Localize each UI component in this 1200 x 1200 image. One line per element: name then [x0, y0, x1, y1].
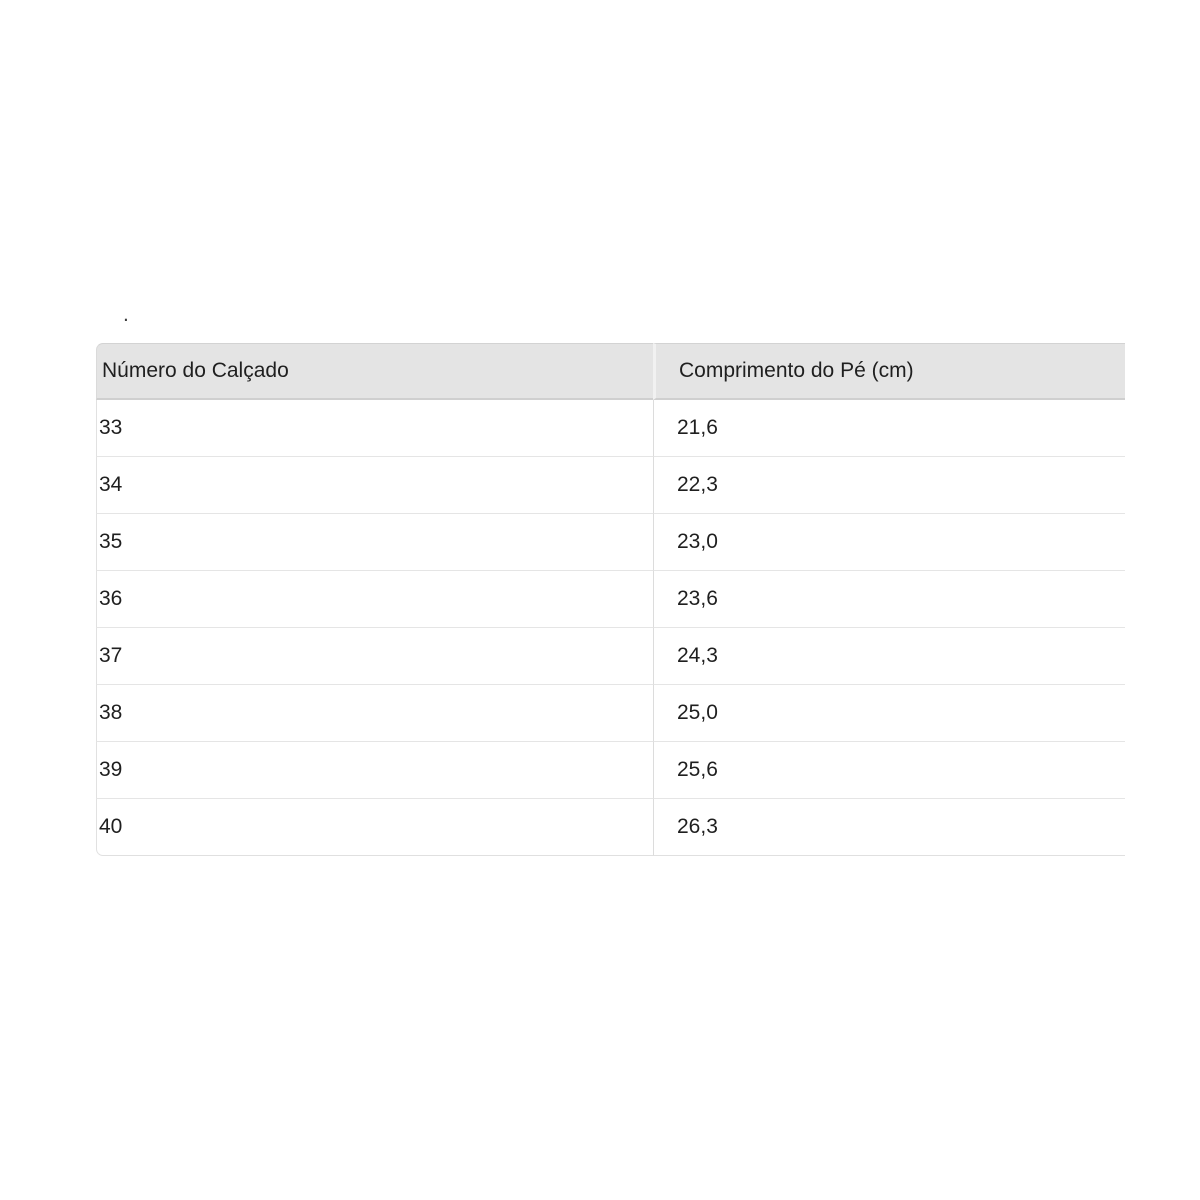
table-body	[96, 400, 1125, 856]
cell-shoe-size: 39	[96, 742, 653, 799]
cell-shoe-size: 35	[96, 514, 653, 571]
table-row	[96, 685, 1125, 742]
cell-foot-length: 24,3	[653, 628, 1125, 685]
cell-foot-length: 25,6	[653, 742, 1125, 799]
table-row	[96, 571, 1125, 628]
cell-foot-length: 21,6	[653, 400, 1125, 457]
table-row	[96, 514, 1125, 571]
cell-shoe-size: 38	[96, 685, 653, 742]
header-row	[96, 343, 1125, 400]
cell-shoe-size: 33	[96, 400, 653, 457]
cell-shoe-size: 36	[96, 571, 653, 628]
table-header	[96, 343, 1125, 400]
cell-shoe-size: 34	[96, 457, 653, 514]
table-row	[96, 457, 1125, 514]
cell-foot-length: 25,0	[653, 685, 1125, 742]
cell-foot-length: 23,6	[653, 571, 1125, 628]
cell-shoe-size: 40	[96, 799, 653, 856]
column-header-foot-length: Comprimento do Pé (cm)	[653, 343, 1125, 400]
column-header-shoe-size: Número do Calçado	[96, 343, 653, 400]
table-row	[96, 628, 1125, 685]
stray-dot: .	[123, 303, 129, 326]
table-row	[96, 799, 1125, 856]
table-row	[96, 400, 1125, 457]
cell-foot-length: 22,3	[653, 457, 1125, 514]
table-row	[96, 742, 1125, 799]
cell-foot-length: 23,0	[653, 514, 1125, 571]
shoe-size-table	[96, 343, 1125, 856]
cell-foot-length: 26,3	[653, 799, 1125, 856]
cell-shoe-size: 37	[96, 628, 653, 685]
